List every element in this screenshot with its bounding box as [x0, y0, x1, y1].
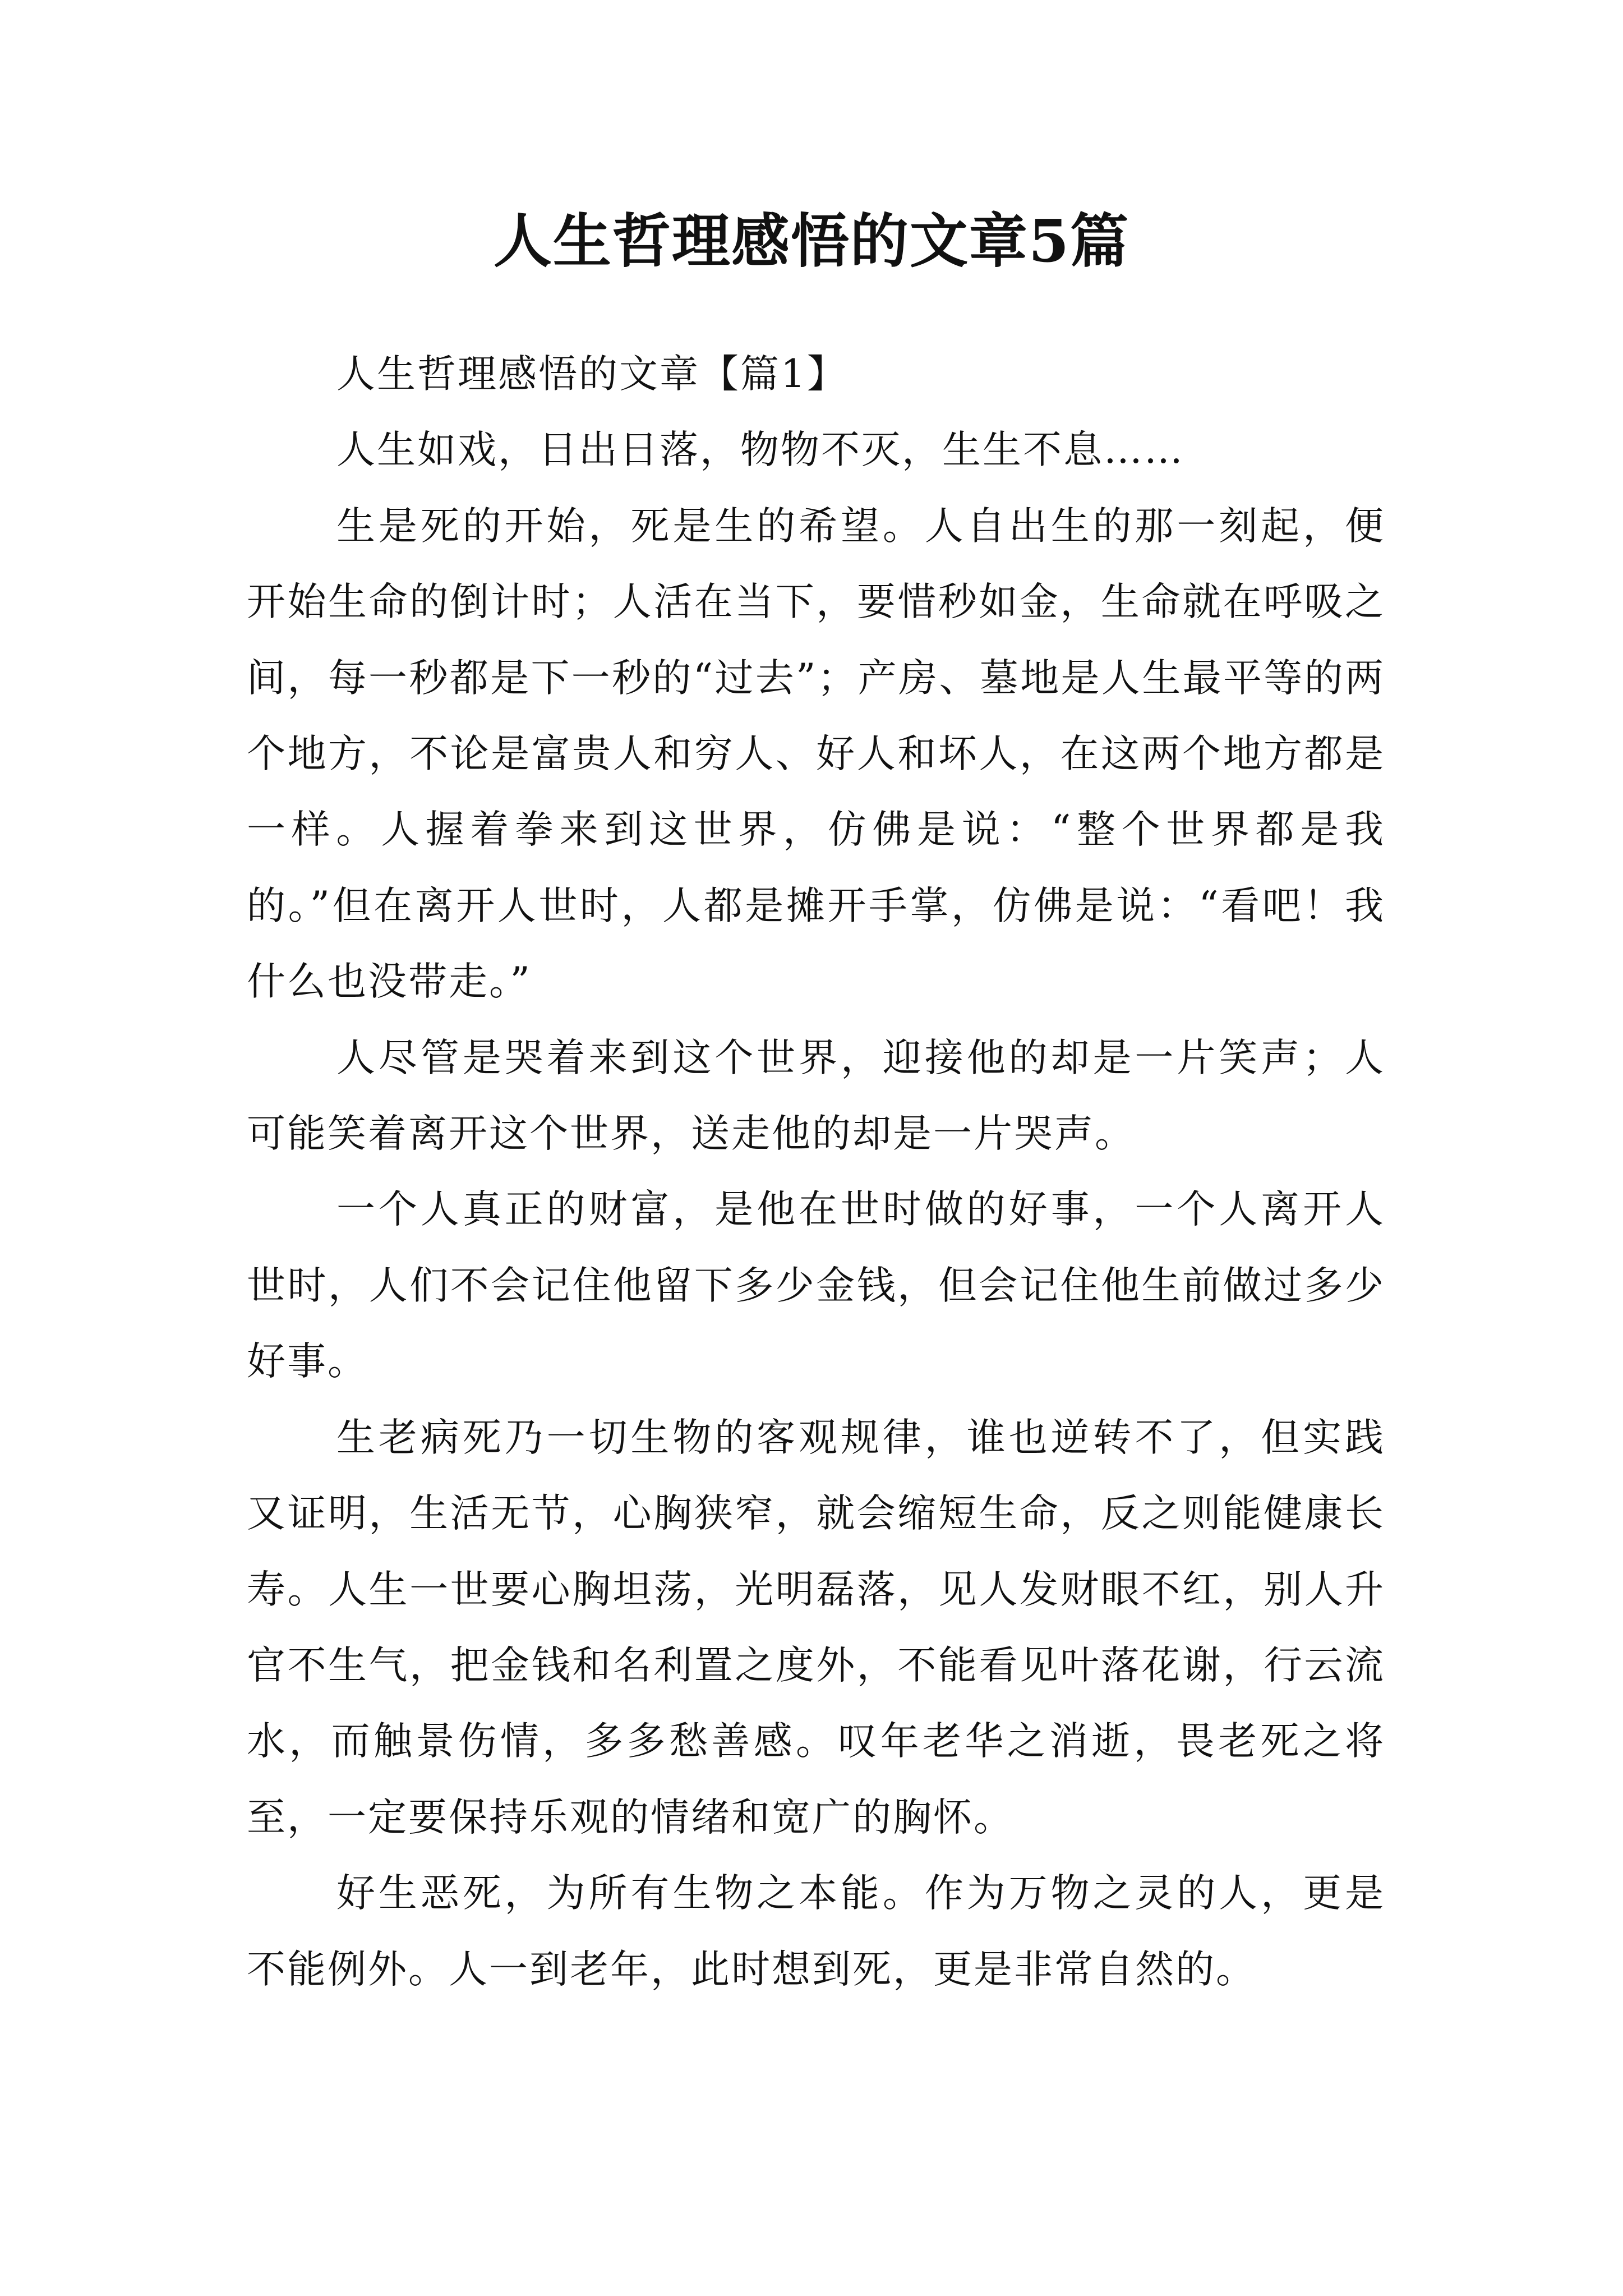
document-body [247, 337, 1385, 2008]
paragraph: 人生如戏，日出日落，物物不灭，生生不息…… [336, 427, 1184, 473]
paragraph: 生是死的开始，死是生的希望。人自出生的那一刻起，便开始生命的倒计时；人活在当下，要惜秒如金，生命就在呼吸之间，每一秒都是下一秒的“过去”；产房、墓地是人生最平等的两个地方，不论是富贵人和穷人、好人和坏人，在这两个地方都是一样。人握着拳来到这世界，仿佛是说：“整个世界都是我的。”但在离开人世时，人都是摊开手掌，仿佛是说：“看吧！我什么也没带走。” [247, 503, 1385, 1005]
paragraph: 好生恶死，为所有生物之本能。作为万物之灵的人，更是不能例外。人一到老年，此时想到死，更是非常自然的。 [247, 1871, 1385, 1992]
paragraph: 人尽管是哭着来到这个世界，迎接他的却是一片笑声；人可能笑着离开这个世界，送走他的却是一片哭声。 [247, 1035, 1385, 1157]
section-heading: 人生哲理感悟的文章【篇1】 [336, 352, 847, 397]
paragraph: 生老病死乃一切生物的客观规律，谁也逆转不了，但实践又证明，生活无节，心胸狭窄，就会缩短生命，反之则能健康长寿。人生一世要心胸坦荡，光明磊落，见人发财眼不红，别人升官不生气，把金钱和名利置之度外，不能看见叶落花谢，行云流水，而触景伤情，多多愁善感。叹年老华之消逝，畏老死之将至，一定要保持乐观的情绪和宽广的胸怀。 [247, 1415, 1385, 1840]
paragraph: 一个人真正的财富，是他在世时做的好事，一个人离开人世时，人们不会记住他留下多少金钱，但会记住他生前做过多少好事。 [247, 1187, 1385, 1384]
document-title: 人生哲理感悟的文章5篇 [493, 206, 1130, 275]
